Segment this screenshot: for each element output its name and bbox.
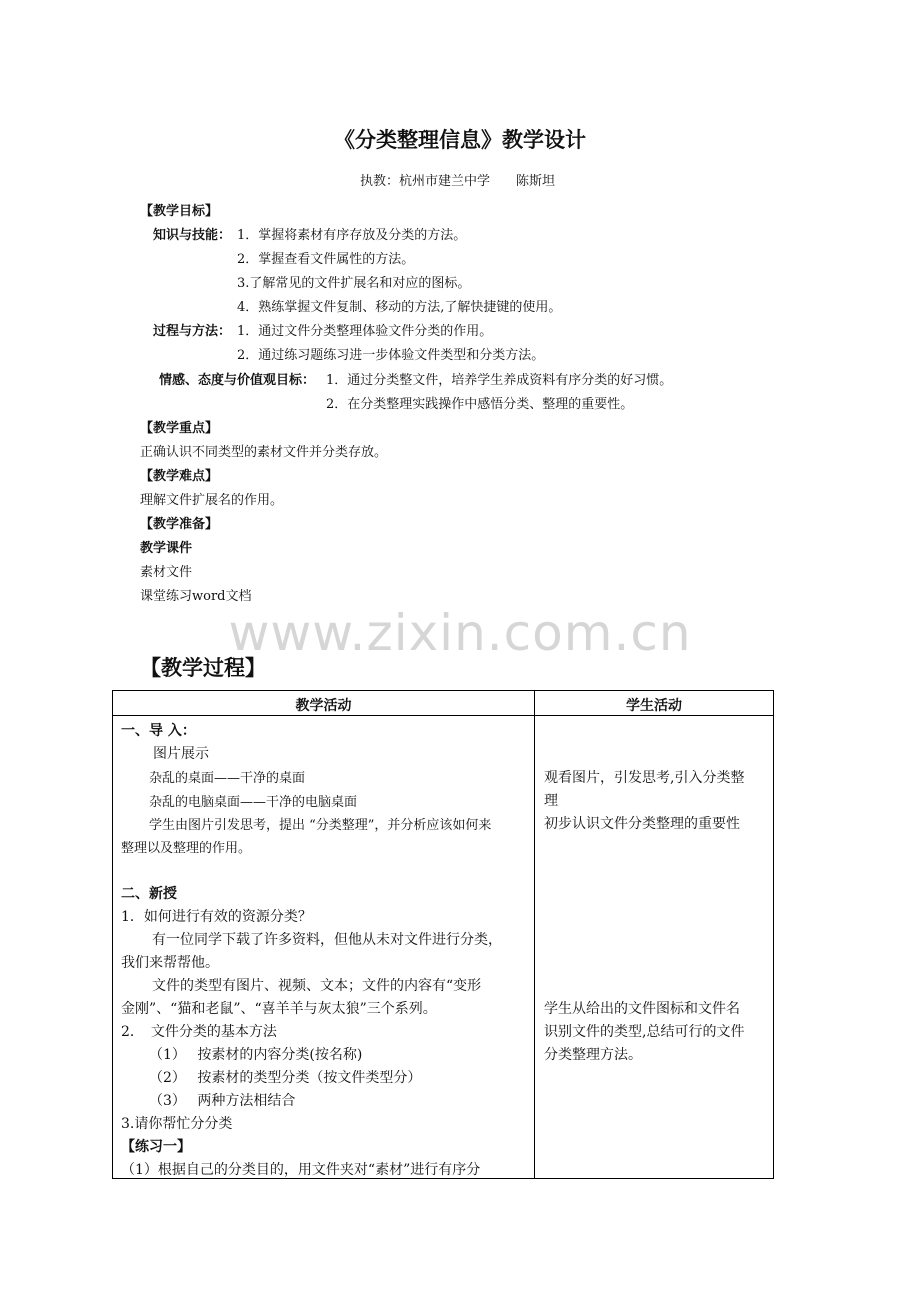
- process-item: 2．通过练习题练习进一步体验文件类型和分类方法。: [237, 348, 545, 363]
- student-line: 分类整理方法。: [544, 1047, 642, 1063]
- process-item: 1．通过文件分类整理体验文件分类的作用。: [237, 324, 493, 339]
- key-point-text: 正确认识不同类型的素材文件并分类存放。: [140, 445, 388, 460]
- document-title: 《分类整理信息》教学设计: [334, 127, 586, 152]
- objectives-heading: 【教学目标】: [140, 204, 219, 219]
- student-line: 学生从给出的文件图标和文件名: [544, 1001, 740, 1017]
- table-header-divider: [113, 715, 773, 716]
- teacher-line: 一、导 入：: [121, 723, 196, 739]
- process-label: 过程与方法：: [153, 324, 232, 339]
- knowledge-item: 4．熟练掌握文件复制、移动的方法,了解快捷键的使用。: [237, 300, 562, 315]
- student-line: 初步认识文件分类整理的重要性: [544, 816, 740, 832]
- difficulty-heading: 【教学难点】: [140, 469, 219, 484]
- teacher-line: （1）根据自己的分类目的，用文件夹对“素材”进行有序分: [121, 1162, 481, 1178]
- teacher-line: 杂乱的桌面——干净的桌面: [149, 771, 306, 786]
- teacher-line: 杂乱的电脑桌面——干净的电脑桌面: [149, 795, 358, 810]
- teacher-line: （2） 按素材的类型分类（按文件类型分）: [149, 1070, 422, 1086]
- teacher-line: 学生由图片引发思考，提出 “分类整理”，并分析应该如何来: [149, 818, 492, 833]
- knowledge-item: 2．掌握查看文件属性的方法。: [237, 252, 415, 267]
- teacher-line: 二、新授: [121, 886, 177, 902]
- header-student-activity: 学生活动: [626, 698, 682, 714]
- knowledge-label: 知识与技能：: [153, 228, 232, 243]
- preparation-item: 课堂练习word文档: [140, 589, 252, 604]
- teacher-line: 我们来帮帮他。: [121, 955, 219, 971]
- key-point-heading: 【教学重点】: [140, 421, 219, 436]
- process-table: [112, 690, 774, 1179]
- process-heading: 【教学过程】: [140, 656, 266, 680]
- preparation-item: 素材文件: [140, 565, 193, 580]
- author-line: 执教：杭州市建兰中学 陈斯坦: [360, 174, 556, 189]
- teacher-line: （3） 两种方法相结合: [149, 1093, 296, 1109]
- emotion-label: 情感、态度与价值观目标：: [159, 373, 316, 388]
- student-line: 观看图片，引发思考,引入分类整: [544, 770, 745, 786]
- preparation-heading: 【教学准备】: [140, 517, 219, 532]
- teacher-line: 文件的类型有图片、视频、文本；文件的内容有“变形: [152, 978, 482, 994]
- teacher-line: （1） 按素材的内容分类(按名称): [149, 1047, 363, 1063]
- teacher-line: 有一位同学下载了许多资料，但他从未对文件进行分类，: [152, 932, 502, 948]
- teacher-line: 3.请你帮忙分分类: [121, 1116, 233, 1132]
- teacher-line: 2． 文件分类的基本方法: [121, 1024, 277, 1040]
- emotion-item: 2．在分类整理实践操作中感悟分类、整理的重要性。: [326, 397, 634, 412]
- header-teacher-activity: 教学活动: [295, 698, 352, 714]
- table-column-divider: [534, 691, 535, 1178]
- knowledge-item: 1．掌握将素材有序存放及分类的方法。: [237, 228, 467, 243]
- teacher-line: 1．如何进行有效的资源分类？: [121, 909, 312, 925]
- student-line: 识别文件的类型,总结可行的文件: [544, 1024, 745, 1040]
- difficulty-text: 理解文件扩展名的作用。: [140, 493, 284, 508]
- emotion-item: 1．通过分类整文件，培养学生养成资料有序分类的好习惯。: [326, 373, 673, 388]
- teacher-line: 金刚”、“猫和老鼠”、“喜羊羊与灰太狼”三个系列。: [121, 1001, 437, 1017]
- teacher-line: 【练习一】: [121, 1139, 191, 1155]
- teacher-line: 整理以及整理的作用。: [121, 841, 252, 856]
- preparation-item: 教学课件: [140, 541, 193, 556]
- watermark: www.zixin.com.cn: [228, 604, 692, 662]
- student-line: 理: [544, 793, 558, 809]
- teacher-line: 图片展示: [153, 746, 209, 762]
- knowledge-item: 3.了解常见的文件扩展名和对应的图标。: [237, 276, 471, 291]
